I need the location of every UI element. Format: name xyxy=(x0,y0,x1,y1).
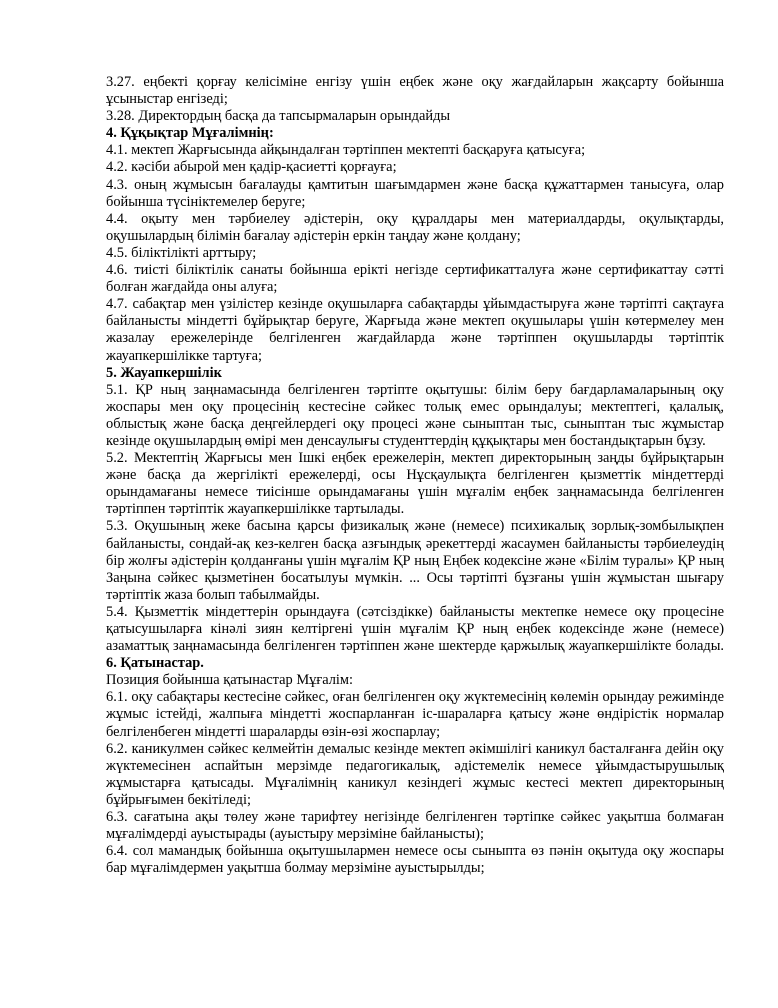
document-page xyxy=(106,74,724,877)
section-heading-6: 6. Қатынастар. xyxy=(106,655,204,672)
paragraph-6-1: 6.1. оқу сабақтары кестесіне сәйкес, оған белгіленген оқу жүктемесінің көлемін орындау режимінде жұмыс істейді, жалпыға міндетті жоспарланған іс-шараларға қатысу және өндірістік нормалар белгіленбеген міндетті шараларды өзін-өзі жоспарлау; xyxy=(106,689,724,740)
paragraph-6-3: 6.3. сағатына ақы төлеу және тарифтеу негізінде белгіленген тәртіпке сәйкес уақытша болмаған мұғалімдерді ауыстырады (ауыстыру мерзіміне байланысты); xyxy=(106,809,724,843)
paragraph-5-2: 5.2. Мектептің Жарғысы мен Ішкі еңбек ережелерін, мектеп директорының заңды бұйрықтарын және басқа да жергілікті ережелерді, осы Нұсқаулықта белгіленген қызметтік міндеттерді орындамағаны немесе тиісінше орындамағаны үшін мұғалім еңбек заңнамасында белгіленген тәртіппен тәртіптік жауапкершілікке тартылады. xyxy=(106,450,724,518)
paragraph-3-28: 3.28. Директордың басқа да тапсырмаларын орындайды xyxy=(106,108,451,125)
paragraph-5-3: 5.3. Оқушының жеке басына қарсы физикалық және (немесе) психикалық зорлық-зомбылықпен байланысты, сондай-ақ кез-келген басқа азғындық әрекеттерді жасаумен байланысты тәрбиелеудің бір жолғы әдістерін қолданғаны үшін мұғалім ҚР ның Еңбек кодексіне және «Білім туралы» ҚР ның Заңына сәйкес қызметінен босатылуы мүмкін. ... Осы тәртіпті бұзғаны үшін жұмыстан шығару тәртіптік жаза болып табылмайды. xyxy=(106,518,724,603)
paragraph-4-5: 4.5. біліктілікті арттыру; xyxy=(106,244,257,261)
paragraph-4-3: 4.3. оның жұмысын бағалауды қамтитын шағымдармен және басқа құжаттармен танысуға, олар бойынша түсініктемелер беруге; xyxy=(106,176,724,210)
paragraph-4-4: 4.4. оқыту мен тәрбиелеу әдістерін, оқу құралдары мен материалдарды, оқулықтарды, оқушылардың білімін бағалау әдістерін еркін таңдау және қолдану; xyxy=(106,210,724,244)
paragraph-4-6: 4.6. тиісті біліктілік санаты бойынша ерікті негізде сертификатталуға және сертификаттау сәтті болған жағдайда оны алуға; xyxy=(106,262,724,296)
paragraph-6-intro: Позиция бойынша қатынастар Мұғалім: xyxy=(106,672,354,689)
paragraph-6-4: 6.4. сол мамандық бойынша оқытушылармен немесе осы сыныпта өз пәнін оқытуда оқу жоспары бар мұғалімдермен уақытша болмау мерзіміне ауыстырылды; xyxy=(106,843,724,877)
paragraph-4-1: 4.1. мектеп Жарғысында айқындалған тәртіппен мектепті басқаруға қатысуға; xyxy=(106,142,586,159)
paragraph-4-7: 4.7. сабақтар мен үзілістер кезінде оқушыларға сабақтарды ұйымдастыруға және тәртіпті сақтауға байланысты міндетті бұйрықтар беруге, Жарғыда және мектеп оқушылары үшін көтермелеу мен жазалау ережелерінде белгіленген жағдайларда және тәртіппен оқушыларды тәртіптік жауапкершілікке тартуға; xyxy=(106,296,724,364)
paragraph-5-4-text: 5.4. Қызметтік міндеттерін орындауға (сәтсіздікке) байланысты мектепке немесе оқу процесіне қатысушыларға кінәлі зиян келтіргені үшін мұғалім ҚР ның еңбек кодексінде және (немесе) азаматтық заңнамасында белгіленген тәртіппен және шектерде қаржылық жауапкершілікте болады. xyxy=(106,603,724,655)
section-heading-4: 4. Құқықтар Мұғалімнің: xyxy=(106,125,274,142)
paragraph-3-27: 3.27. еңбекті қорғау келісіміне енгізу үшін еңбек және оқу жағдайларын жақсарту бойынша ұсыныстар енгізеді; xyxy=(106,74,724,108)
paragraph-4-2: 4.2. кәсіби абырой мен қадір-қасиетті қорғауға; xyxy=(106,159,397,176)
paragraph-5-4 xyxy=(106,604,724,672)
section-heading-5: 5. Жауапкершілік xyxy=(106,364,222,381)
paragraph-5-1: 5.1. ҚР ның заңнамасында белгіленген тәртіпте оқытушы: білім беру бағдарламаларының оқу жоспары мен оқу процесінің кестесіне сәйкес толық емес орындалуы; мектептегі, қалалық, облыстық және басқа деңгейлердегі оқу процесі және сыныптан тыс, сыныптан тыс жұмыстар кезінде оқушылардың өмірі мен денсаулығы студенттердің құқықтары мен бостандықтарын бұзу. xyxy=(106,381,724,449)
paragraph-6-2: 6.2. каникулмен сәйкес келмейтін демалыс кезінде мектеп әкімшілігі каникул басталғанға дейін оқу жүктемесінен аспайтын мерзімде педагогикалық, әдістемелік немесе ұйымдастырушылық жұмыстарға қатысады. Мұғалімнің каникул кезіндегі жұмыс кестесі мектеп директорының бұйрығымен бекітіледі; xyxy=(106,740,724,808)
